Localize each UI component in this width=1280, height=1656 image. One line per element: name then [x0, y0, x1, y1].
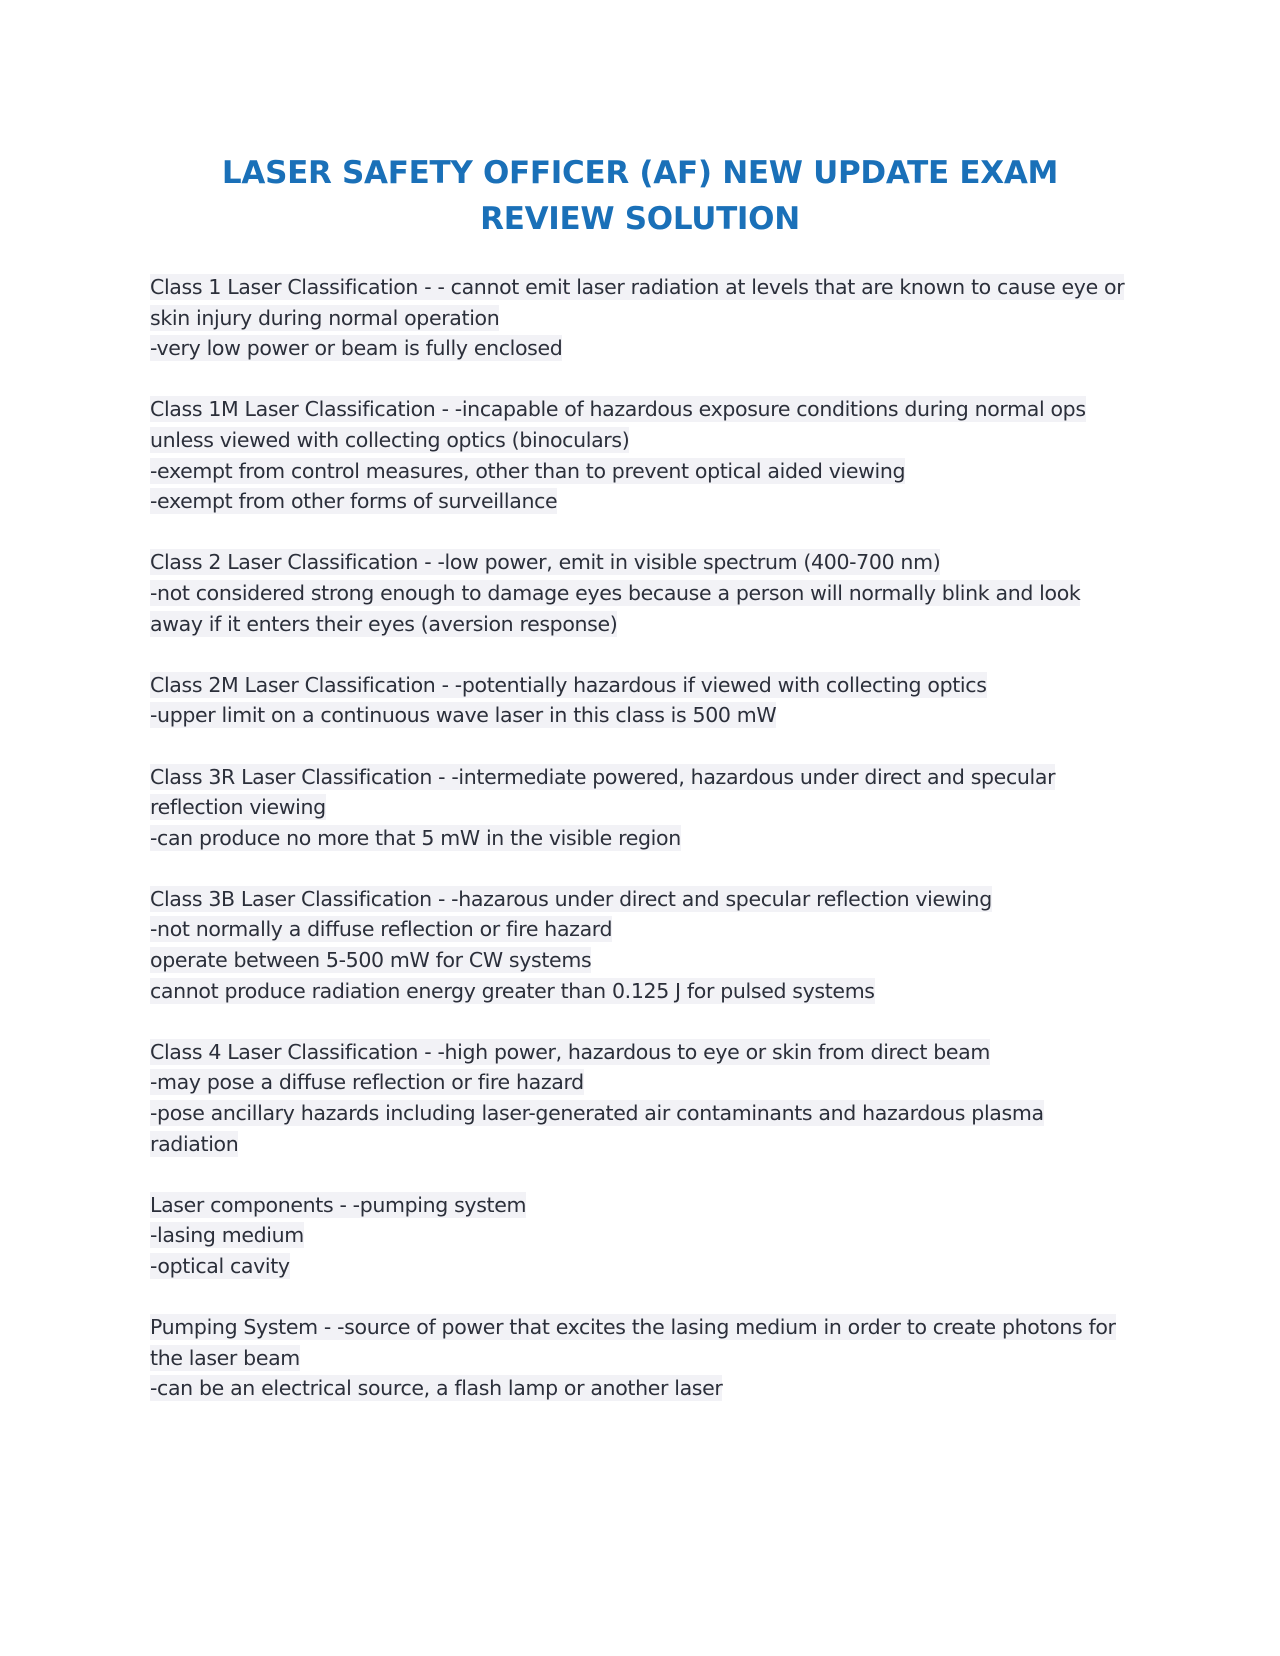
entry-line-text: -upper limit on a continuous wave laser in this class is 500 mW: [150, 703, 777, 728]
entry-line-text: Class 3R Laser Classification - -intermediate powered, hazardous under direct and specular reflection viewing: [150, 764, 1056, 820]
entry-laser-components: [150, 1190, 1130, 1282]
entry-line-text: -can be an electrical source, a flash lamp or another laser: [150, 1376, 723, 1401]
entry-line-text: cannot produce radiation energy greater than 0.125 J for pulsed systems: [150, 978, 875, 1003]
entry-class-1: [150, 272, 1130, 364]
entry-line-text: -exempt from other forms of surveillance: [150, 489, 558, 514]
entry-line-text: -can produce no more that 5 mW in the visible region: [150, 825, 681, 850]
entry-class-1m: [150, 394, 1130, 516]
entry-line: [150, 547, 1130, 578]
entry-line-text: Class 1M Laser Classification - -incapable of hazardous exposure conditions during normal ops unless viewed with collecting optics (binoculars): [150, 397, 1086, 452]
entry-line-text: Class 2 Laser Classification - -low power, emit in visible spectrum (400-700 nm): [150, 550, 941, 575]
entry-line: [150, 1251, 1130, 1282]
document-title: LASER SAFETY OFFICER (AF) NEW UPDATE EXAM REVIEW SOLUTION: [221, 155, 1059, 237]
entry-line: [150, 1220, 1130, 1251]
entry-line: [150, 1373, 1130, 1404]
entry-line: [150, 976, 1130, 1007]
entry-class-2m: [150, 670, 1130, 731]
entry-line-text: -exempt from control measures, other than to prevent optical aided viewing: [150, 458, 906, 483]
entry-line: [150, 700, 1130, 731]
entry-line: [150, 394, 1130, 455]
entry-line: [150, 272, 1130, 333]
entry-line: [150, 1067, 1130, 1098]
entry-line: [150, 456, 1130, 487]
entry-line: [150, 1098, 1130, 1159]
entry-line-text: operate between 5-500 mW for CW systems: [150, 948, 592, 973]
entry-line-text: -very low power or beam is fully enclosed: [150, 336, 563, 361]
entry-line-text: -optical cavity: [150, 1254, 290, 1278]
entry-line-text: -may pose a diffuse reflection or fire hazard: [150, 1070, 584, 1095]
entry-line-text: -not normally a diffuse reflection or fire hazard: [150, 917, 613, 942]
entry-line: [150, 670, 1130, 701]
entry-class-3r: [150, 762, 1130, 854]
entry-line-text: -not considered strong enough to damage eyes because a person will normally blink and look away if it enters their eyes (aversion response): [150, 580, 1081, 636]
entry-line: [150, 884, 1130, 915]
entry-line: [150, 1190, 1130, 1221]
entry-line-text: -pose ancillary hazards including laser-generated air contaminants and hazardous plasma radiation: [150, 1101, 1044, 1156]
entry-line: [150, 762, 1130, 823]
entry-line: [150, 823, 1130, 854]
document-body: [150, 272, 1130, 1435]
entry-class-2: [150, 547, 1130, 639]
entry-line-text: -lasing medium: [150, 1223, 304, 1248]
entry-line: [150, 578, 1130, 639]
entry-line: [150, 1037, 1130, 1068]
entry-line-text: Class 4 Laser Classification - -high power, hazardous to eye or skin from direct beam: [150, 1039, 990, 1064]
entry-line-text: Class 2M Laser Classification - -potentially hazardous if viewed with collecting optics: [150, 672, 987, 697]
entry-class-3b: [150, 884, 1130, 1006]
entry-line: [150, 914, 1130, 945]
entry-line-text: Pumping System - -source of power that excites the lasing medium in order to create photons for the laser beam: [150, 1315, 1116, 1370]
entry-line: [150, 945, 1130, 976]
entry-line: [150, 1312, 1130, 1373]
entry-line: [150, 486, 1130, 517]
entry-line-text: Class 1 Laser Classification - - cannot emit laser radiation at levels that are known to cause eye or skin injury during normal operation: [150, 275, 1125, 330]
entry-line: [150, 333, 1130, 364]
entry-class-4: [150, 1037, 1130, 1159]
entry-line-text: Laser components - -pumping system: [150, 1192, 527, 1217]
entry-line-text: Class 3B Laser Classification - -hazarous under direct and specular reflection viewing: [150, 886, 992, 911]
entry-pumping-system: [150, 1312, 1130, 1404]
